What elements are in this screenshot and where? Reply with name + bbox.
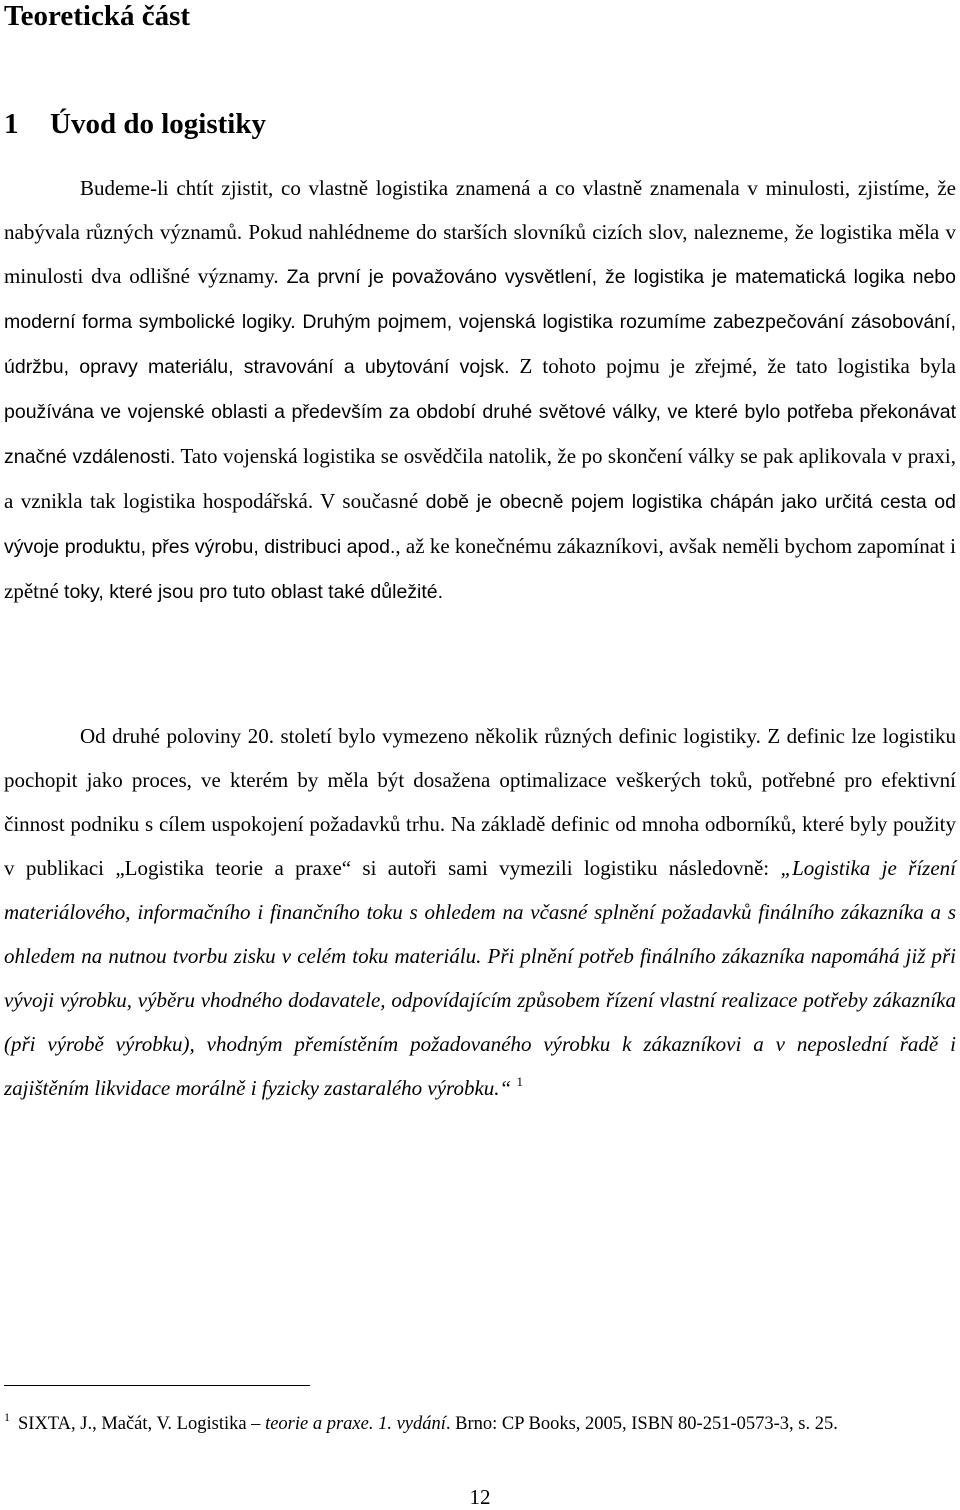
- intro-sentence-1: Budeme-li chtít zjistit, co vlastně logistika znamená a co vlastně znamenala v minulosti, zjistíme, že nabývala různých významů. Pokud nahlédneme do starších slovníků cizích slov, nalezneme, že logistika měla v minulosti dva odlišné významy.: [4, 176, 956, 288]
- footnote-divider: [4, 1385, 310, 1386]
- chapter-number: 1: [4, 108, 19, 140]
- intro-sentence-2: Za první je považováno vysvětlení, že logistika je matematická logika nebo moderní forma symbolické logiky. Druhým pojmem, vojenská logistika rozumíme zabezpečování zásobování, údržbu, opravy materiálu, stravování a ubytování vojsk.: [4, 266, 956, 378]
- footnote-reference[interactable]: 1: [516, 1074, 523, 1089]
- paragraph-intro: [4, 166, 956, 614]
- paragraph-definitions: [4, 714, 956, 1110]
- footnote-marker: 1: [4, 1410, 10, 1424]
- intro-sentence-5: Tato vojenská logistika se osvědčila natolik, že po skončení války se pak aplikovala v praxi, a vznikla tak logistika hospodářská. V současné: [4, 444, 956, 513]
- definition-quote: „Logistika je řízení materiálového, informačního i finančního toku s ohledem na včasné splnění požadavků finálního zákazníka a s ohledem na nutnou tvorbu zisku v celém toku materiálu. Při plnění potřeb finálního zákazníka napomáhá již při vývoji výrobku, výběru vhodného dodavatele, odpovídajícím způsobem řízení vlastní realizace potřeby zákazníka (při výrobě výrobku), vhodným přemístěním požadovaného výrobku k zákazníkovi a v neposlední řadě i zajištěním likvidace morálně i fyzicky zastaralého výrobku.“: [4, 856, 956, 1100]
- intro-sentence-3: Z tohoto pojmu je zřejmé, že tato logistika byla: [509, 354, 956, 378]
- page-number: 12: [469, 1485, 491, 1509]
- intro-sentence-6: době je obecně pojem logistika chápán jako určitá cesta od vývoje produktu, přes výrobu, distribuci apod.: [4, 491, 956, 558]
- definitions-text: Od druhé poloviny 20. století bylo vymezeno několik různých definic logistiky. Z definic lze logistiku pochopit jako proces, ve kterém by měla být dosažena optimalizace veškerých toků, potřebné pro efektivní činnost podniku s cílem uspokojení požadavků trhu. Na základě definic od mnoha odborníků, které byly použity v publikaci „Logistika teorie a praxe“ si autoři sami vymezili logistiku následovně:: [4, 724, 956, 880]
- part-title: Teoretická část: [4, 0, 191, 32]
- intro-sentence-7: , až ke konečnému zákazníkovi, avšak neměli bychom zapomínat i zpětné: [4, 534, 956, 603]
- chapter-heading: [4, 106, 266, 142]
- footnote-authors: SIXTA, J., Mačát, V. Logistika –: [18, 1414, 266, 1434]
- footnote: [4, 1411, 956, 1437]
- footnote-title: teorie a praxe. 1. vydání: [265, 1414, 446, 1434]
- footnote-publication: . Brno: CP Books, 2005, ISBN 80-251-0573-3, s. 25.: [445, 1414, 838, 1434]
- chapter-title: Úvod do logistiky: [50, 108, 266, 140]
- intro-sentence-4: používána ve vojenské oblasti a především za období druhé světové války, ve které bylo potřeba překonávat značné vzdálenosti.: [4, 401, 956, 468]
- intro-sentence-8: toky, které jsou pro tuto oblast také důležité.: [64, 581, 444, 603]
